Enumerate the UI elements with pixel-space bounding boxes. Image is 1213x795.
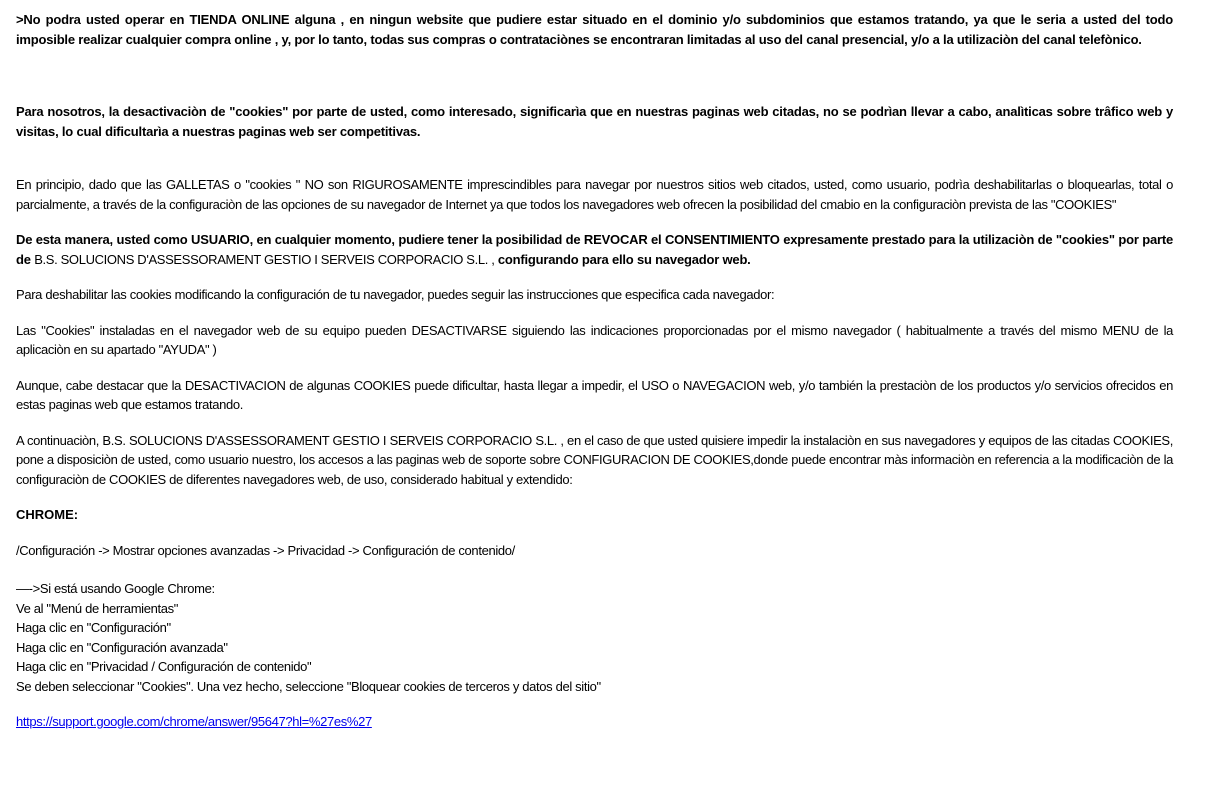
chrome-heading: CHROME: xyxy=(16,507,79,522)
chrome-settings-path: /Configuración -> Mostrar opciones avanzadas -> Privacidad -> Configuración de contenido/ xyxy=(16,542,515,558)
chrome-step: Se deben seleccionar "Cookies". Una vez hecho, seleccione "Bloquear cookies de terceros y datos del sitio" xyxy=(16,678,601,694)
consent-revocation-paragraph xyxy=(16,230,1173,269)
chrome-step: Ve al "Menú de herramientas" xyxy=(16,600,179,616)
deactivation-warning-paragraph: Aunque, cabe destacar que la DESACTIVACION de algunas COOKIES puede dificultar, hasta llegar a impedir, el USO o NAVEGACION web, y/o también la prestaciòn de los productos y/o servicios ofrecidos en estas paginas web que estamos tratando. xyxy=(16,377,1173,412)
installed-cookies-paragraph: Las "Cookies" instaladas en el navegador web de su equipo pueden DESACTIVARSE siguiendo las indicaciones proporcionadas por el mismo navegador ( habitualmente a través del mismo MENU de la aplicaciòn en su apartado "AYUDA" ) xyxy=(16,322,1173,357)
chrome-support-link-row xyxy=(16,712,1173,732)
cookie-deactivation-impact-paragraph: Para nosotros, la desactivaciòn de "cookies" por parte de usted, como interesado, significarìa que en nuestras paginas web citadas, no se podrìan llevar a cabo, analìticas sobre trâfico web y visitas, lo cual dificultarìa a nuestras paginas web ser competitivas. xyxy=(16,104,1173,139)
consent-revocation-text-b: configurando para ello su navegador web. xyxy=(497,251,751,267)
chrome-step: Haga clic en "Privacidad / Configuración de contenido" xyxy=(16,659,312,674)
company-name-text: B.S. SOLUCIONS D'ASSESSORAMENT GESTIO I SERVEIS CORPORACIO S.L. , xyxy=(34,251,498,267)
chrome-support-link[interactable]: https://support.google.com/chrome/answer/95647?hl=%27es%27 xyxy=(16,714,372,729)
chrome-step: —->Si está usando Google Chrome: xyxy=(16,581,215,596)
chrome-steps-list xyxy=(16,579,1173,696)
cookie-disable-principle-paragraph: En principio, dado que las GALLETAS o "cookies " NO son RIGUROSAMENTE imprescindibles para navegar por nuestros sitios web citados, usted, como usuario, podrìa deshabilitarlas o bloquearlas, total o parcialmente, a través de la configuraciòn de las opciones de su navegador de Internet ya que todos los navegadores web ofrecen la posibilidad del cmabio en la configuraciòn prevista de las "COOKIES" xyxy=(16,177,1173,212)
support-pages-paragraph: A continuaciòn, B.S. SOLUCIONS D'ASSESSORAMENT GESTIO I SERVEIS CORPORACIO S.L. , en el caso de que usted quisiere impedir la instalaciòn en sus navegadores y equipos de las citadas COOKIES, pone a disposiciòn de usted, como usuario nuestro, los accesos a las paginas web de soporte sobre CONFIGURACION DE COOKIES,donde puede encontrar màs informaciòn en referencia a la modificaciòn de la configuraciòn de COOKIES de diferentes navegadores web, de uso, considerado habitual y extendido: xyxy=(16,432,1173,487)
chrome-step: Haga clic en "Configuración" xyxy=(16,620,171,635)
consent-revocation-text-a: De esta manera, usted como USUARIO, en cualquier momento, pudiere tener la posibilidad de REVOCAR el CONSENTIMIENTO expresamente prestado para la utilizaciòn de "cookies" por parte de xyxy=(16,232,1173,267)
chrome-step: Haga clic en "Configuración avanzada" xyxy=(16,639,228,655)
disable-cookies-intro-paragraph: Para deshabilitar las cookies modificando la configuración de tu navegador, puedes seguir las instrucciones que especifica cada navegador: xyxy=(16,287,775,302)
online-store-notice-paragraph: >No podra usted operar en TIENDA ONLINE alguna , en ningun website que pudiere estar situado en el dominio y/o subdominios que estamos tratando, ya que le seria a usted del todo imposible realizar cualquier compra online , y, por lo tanto, todas sus compras o contrataciònes se encontraran limitadas al uso del canal presencial, y/o a la utilizaciòn del canal telefònico. xyxy=(16,12,1173,47)
